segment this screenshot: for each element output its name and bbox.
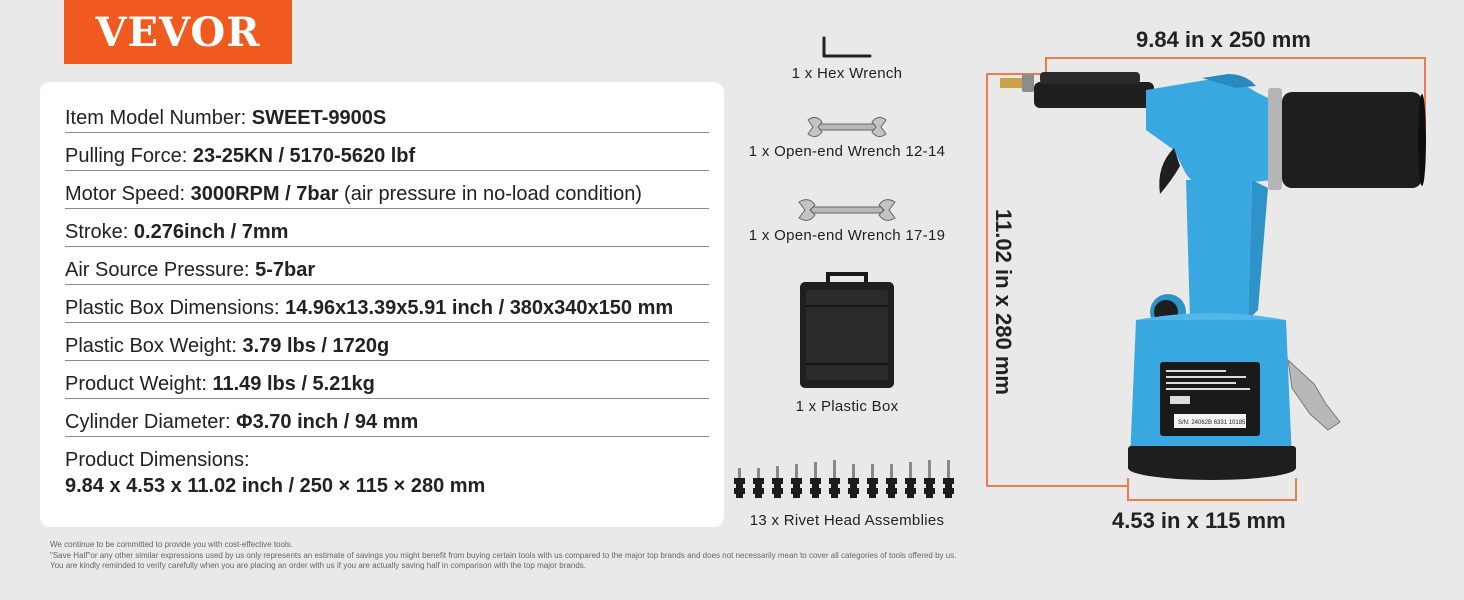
spec-label: Stroke:	[65, 221, 134, 243]
spec-value: 3000RPM / 7bar	[190, 183, 339, 205]
accessory-hex-wrench-label: 1 x Hex Wrench	[791, 65, 903, 82]
spec-label: Cylinder Diameter:	[65, 411, 237, 433]
spec-value: SWEET-9900S	[251, 107, 387, 129]
spec-label: Item Model Number:	[65, 107, 252, 129]
spec-value: 5-7bar	[255, 259, 316, 281]
spec-value: 0.276inch / 7mm	[133, 221, 289, 243]
accessory-wrench-17-19-label: 1 x Open-end Wrench 17-19	[748, 227, 946, 244]
disclaimer-line: "Save Half"or any other similar expressions used by us only represents an estimate of savings you might benefit from buying certain tools with us compared to the major top brands and does not necessarily mean to cover all categories of tools offered by us.	[50, 550, 957, 560]
spec-label: Motor Speed:	[65, 183, 191, 205]
disclaimer-line: We continue to be committed to provide you with cost-effective tools.	[50, 540, 293, 549]
spec-label: Product Dimensions:	[65, 449, 250, 471]
spec-value: 23-25KN / 5170-5620 lbf	[192, 145, 416, 167]
disclaimer	[50, 540, 956, 572]
accessory-plastic-box-label: 1 x Plastic Box	[795, 398, 899, 415]
spec-label: Air Source Pressure:	[65, 259, 256, 281]
spec-value: Φ3.70 inch / 94 mm	[236, 411, 419, 433]
height-dimension-label: 11.02 in x 280 mm	[991, 209, 1016, 395]
spec-label: Plastic Box Weight:	[65, 335, 243, 357]
serial-number-label: S/N: 24062B 6331 10185	[1178, 420, 1246, 426]
spec-label: Plastic Box Dimensions:	[65, 297, 286, 319]
spec-label: Pulling Force:	[65, 145, 193, 167]
rivet-tool-image	[996, 70, 1436, 490]
accessory-rivet-heads-label: 13 x Rivet Head Assemblies	[749, 512, 945, 529]
spec-value: 9.84 x 4.53 x 11.02 inch / 250 × 115 × 280 mm	[65, 475, 486, 497]
logo-text: VEVOR	[95, 8, 261, 56]
width-dimension-label: 4.53 in x 115 mm	[1112, 508, 1286, 533]
accessory-wrench-12-14-label: 1 x Open-end Wrench 12-14	[748, 143, 946, 160]
spec-value: 14.96x13.39x5.91 inch / 380x340x150 mm	[285, 297, 674, 319]
disclaimer-line: You are kindly reminded to verify carefully when you are placing an order with us if you are actually saving half in comparison with the top major brands.	[50, 561, 586, 570]
spec-extra: (air pressure in no-load condition)	[338, 183, 642, 205]
spec-value: 11.49 lbs / 5.21kg	[212, 373, 375, 395]
length-dimension-label: 9.84 in x 250 mm	[1136, 27, 1311, 52]
spec-value: 3.79 lbs / 1720g	[242, 335, 390, 357]
spec-label: Product Weight:	[65, 373, 213, 395]
